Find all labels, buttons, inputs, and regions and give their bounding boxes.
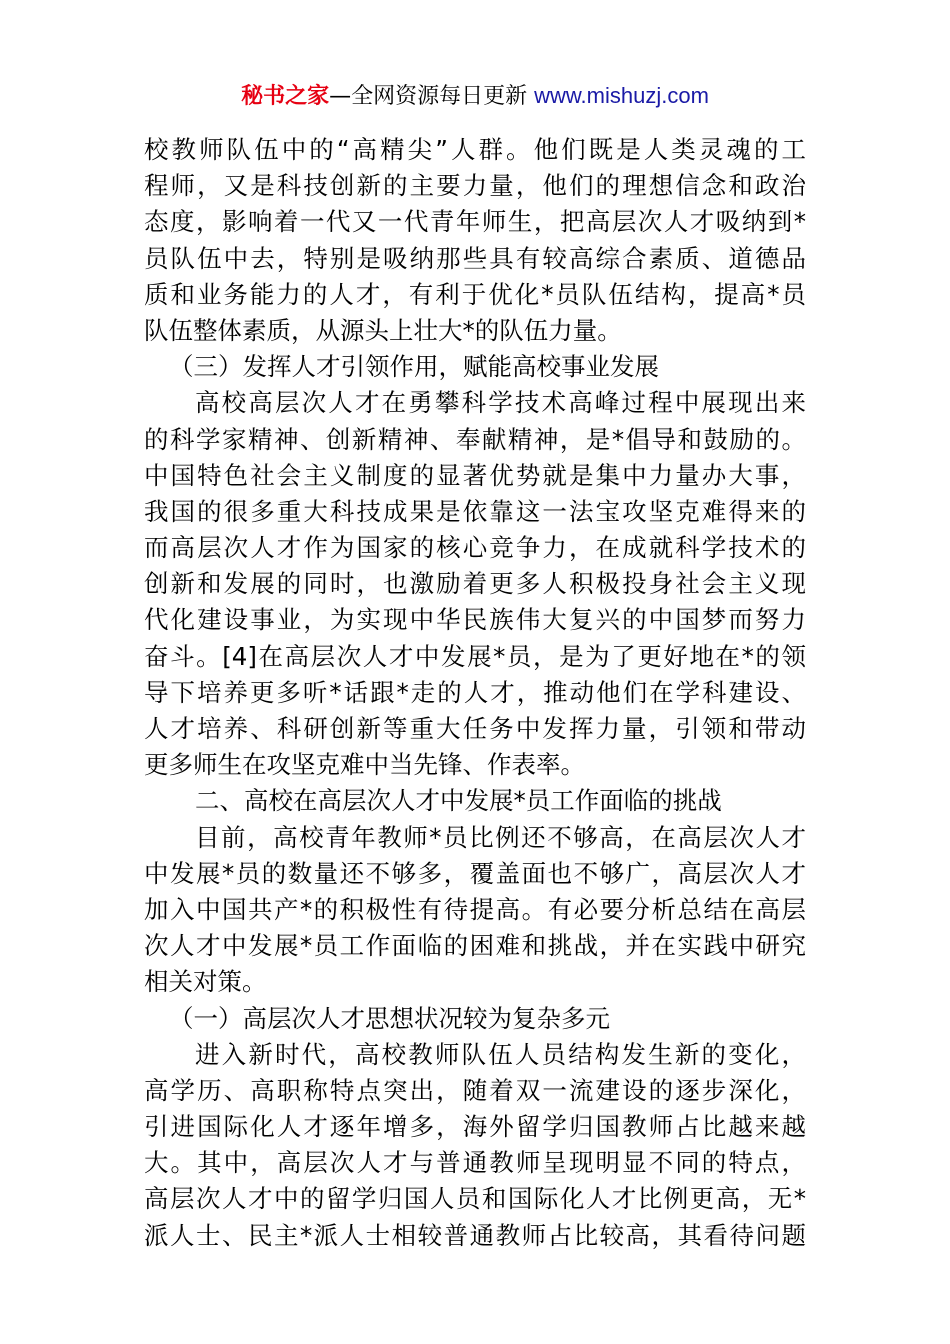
body-text-line: 高校高层次人才在勇攀科学技术高峰过程中展现出来 xyxy=(195,388,806,418)
body-text-line: 质和业务能力的人才，有利于优化*员队伍结构，提高*员 xyxy=(144,279,806,309)
body-text-line: 而高层次人才作为国家的核心竞争力，在成就科学技术的 xyxy=(144,533,806,563)
body-text-line: 队伍整体素质，从源头上壮大*的队伍力量。 xyxy=(144,315,622,345)
body-text-line: 人才培养、科研创新等重大任务中发挥力量，引领和带动 xyxy=(144,714,806,743)
body-text-line: 奋斗。[4]在高层次人才中发展*员，是为了更好地在*的领 xyxy=(144,641,806,671)
body-text-line: 中国特色社会主义制度的显著优势就是集中力量办大事， xyxy=(144,460,806,490)
body-text-line: 高层次人才中的留学归国人员和国际化人才比例更高，无* xyxy=(144,1184,806,1214)
website-link[interactable]: www.mishuzj.com xyxy=(534,83,709,108)
body-text-line: 目前，高校青年教师*员比例还不够高，在高层次人才 xyxy=(195,822,806,852)
brand-name: 秘书之家 xyxy=(241,84,330,109)
body-text-line: 进入新时代，高校教师队伍人员结构发生新的变化， xyxy=(195,1039,806,1069)
body-text-line: 更多师生在攻坚克难中当先锋、作表率。 xyxy=(144,750,585,780)
body-text-line: 导下培养更多听*话跟*走的人才，推动他们在学科建设、 xyxy=(144,677,806,707)
body-text-line: 加入中国共产*的积极性有待提高。有必要分析总结在高层 xyxy=(144,894,806,924)
body-text-line: 创新和发展的同时，也激励着更多人积极投身社会主义现 xyxy=(144,569,806,599)
body-text-line: 次人才中发展*员工作面临的困难和挑战，并在实践中研究 xyxy=(144,931,806,961)
body-text-line: 中发展*员的数量还不够多，覆盖面也不够广，高层次人才 xyxy=(144,858,806,888)
document-body xyxy=(144,132,806,1254)
body-text-line: 代化建设事业，为实现中华民族伟大复兴的中国梦而努力 xyxy=(144,605,806,635)
body-text-line: 员队伍中去，特别是吸纳那些具有较高综合素质、道德品 xyxy=(144,243,806,273)
section-heading: （一）高层次人才思想状况较为复杂多元 xyxy=(169,1003,610,1033)
body-text-line: 相关对策。 xyxy=(144,967,267,997)
body-text-line: 引进国际化人才逐年增多，海外留学归国教师占比越来越 xyxy=(144,1112,806,1142)
body-text-line: 大。其中，高层次人才与普通教师呈现明显不同的特点， xyxy=(144,1148,806,1178)
section-heading: （三）发挥人才引领作用，赋能高校事业发展 xyxy=(169,352,659,382)
page-header xyxy=(0,80,950,113)
header-tagline: —全网资源每日更新 xyxy=(329,84,535,109)
body-text-line: 派人士、民主*派人士相较普通教师占比较高，其看待问题 xyxy=(144,1220,806,1250)
body-text-line: 的科学家精神、创新精神、奉献精神，是*倡导和鼓励的。 xyxy=(144,424,806,454)
body-text-line: 高学历、高职称特点突出，随着双一流建设的逐步深化， xyxy=(144,1075,806,1105)
body-text-line: 程师，又是科技创新的主要力量，他们的理想信念和政治 xyxy=(144,171,806,201)
body-text-line: 我国的很多重大科技成果是依靠这一法宝攻坚克难得来的 xyxy=(144,496,806,526)
body-text-line: 校教师队伍中的“高精尖”人群。他们既是人类灵魂的工 xyxy=(144,135,806,164)
section-heading: 二、高校在高层次人才中发展*员工作面临的挑战 xyxy=(195,786,722,816)
body-text-line: 态度，影响着一代又一代青年师生，把高层次人才吸纳到* xyxy=(144,207,806,237)
